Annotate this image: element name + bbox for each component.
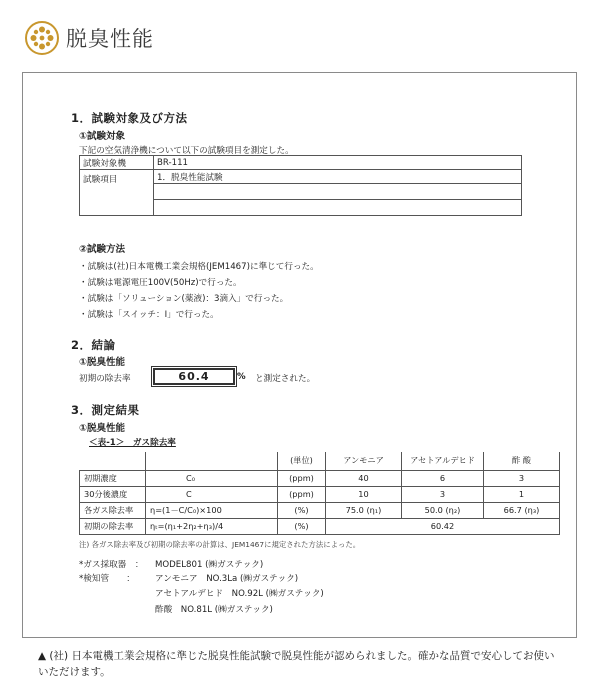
row-unit: (%)	[278, 502, 326, 518]
footer-line: ▲ (社) 日本電機工業会規格に準じた脱臭性能試験で脱臭性能が認められました。確かな品質で安心してお使い	[38, 650, 555, 662]
section-1-heading: 1．試験対象及び方法	[71, 111, 188, 125]
section-1-sub-method: ②試験方法	[79, 244, 126, 255]
t1-empty-row	[154, 200, 522, 216]
section-1-sub-target: ①試験対象	[79, 131, 126, 142]
row-value-acetaldehyde: 6	[402, 470, 484, 486]
row-label: 初期濃度	[80, 470, 146, 486]
gas-removal-table	[79, 452, 560, 535]
row-unit: (%)	[278, 518, 326, 534]
col-head-ammonia: アンモニア	[326, 452, 402, 470]
row-value-acetic-acid: 3	[484, 470, 560, 486]
row-value-ammonia: 10	[326, 486, 402, 502]
test-target-table	[79, 155, 522, 216]
section-2-sub: ①脱臭性能	[79, 357, 126, 368]
t1-label-items: 試験項目	[80, 170, 154, 216]
row-label: 各ガス除去率	[80, 502, 146, 518]
equip-value-sampler: MODEL801 (㈱ガステック)	[155, 560, 264, 570]
section-2-heading: 2．結論	[71, 338, 116, 352]
table-row	[80, 502, 560, 518]
equip-key-tube: *検知管 ：	[79, 574, 135, 584]
initial-removal-unit: %	[237, 372, 246, 382]
row-value-acetic-acid: 1	[484, 486, 560, 502]
t1-value-items: 1．脱臭性能試験	[154, 170, 522, 184]
row-value-acetaldehyde: 3	[402, 486, 484, 502]
t1-label-target: 試験対象機	[80, 156, 154, 170]
initial-removal-label: 初期の除去率	[79, 374, 131, 384]
table-row	[80, 470, 560, 486]
row-value-acetaldehyde: 50.0 (η₂)	[402, 502, 484, 518]
col-head-acetaldehyde: アセトアルデヒド	[402, 452, 484, 470]
page-title: 脱臭性能	[66, 27, 154, 51]
method-line: ・試験は電源電圧100V(50Hz)で行った。	[79, 278, 242, 288]
row-formula: C₀	[146, 470, 278, 486]
row-formula: ηₜ=(η₁+2η₂+η₃)/4	[146, 518, 278, 534]
footer-caption	[38, 648, 578, 680]
table-caption: ＜表-1＞ ガス除去率	[89, 438, 176, 448]
t1-value-target: BR-111	[154, 156, 522, 170]
row-label: 30分後濃度	[80, 486, 146, 502]
method-line: ・試験は「スイッチ：Ⅰ」で行った。	[79, 310, 219, 320]
col-head-acetic-acid: 酢 酸	[484, 452, 560, 470]
t1-empty-row	[154, 184, 522, 200]
equip-value-tube: アンモニア NO.3La (㈱ガステック)	[155, 574, 299, 584]
table-note: 注) 各ガス除去率及び初期の除去率の計算は、JEM1467に規定された方法によった。	[79, 540, 361, 549]
section-3-heading: 3．測定結果	[71, 403, 140, 417]
test-report-document	[22, 72, 577, 638]
row-label: 初期の除去率	[80, 518, 146, 534]
equip-value-tube: 酢酸 NO.81L (㈱ガステック)	[155, 605, 273, 615]
row-unit: (ppm)	[278, 486, 326, 502]
equip-value-tube: アセトアルデヒド NO.92L (㈱ガステック)	[155, 589, 324, 599]
initial-removal-suffix: と測定された。	[255, 374, 316, 384]
footer-line: いただけます。	[38, 666, 111, 678]
col-head-unit: (単位)	[278, 452, 326, 470]
row-formula: η=(1－C/C₀)×100	[146, 502, 278, 518]
section-1-intro: 下記の空気清浄機について以下の試験項目を測定した。	[79, 146, 294, 156]
method-line: ・試験は(社)日本電機工業会規格(JEM1467)に準じて行った。	[79, 262, 319, 272]
snowflake-logo-icon	[24, 20, 60, 56]
row-value-ammonia: 40	[326, 470, 402, 486]
row-formula: C	[146, 486, 278, 502]
row-value-total: 60.42	[326, 518, 560, 534]
equip-key-sampler: *ガス採取器 ：	[79, 560, 144, 570]
row-value-ammonia: 75.0 (η₁)	[326, 502, 402, 518]
initial-removal-value: 60.4	[153, 368, 235, 385]
table-row	[80, 486, 560, 502]
page-header	[24, 18, 154, 58]
row-value-acetic-acid: 66.7 (η₃)	[484, 502, 560, 518]
section-3-sub: ①脱臭性能	[79, 423, 126, 434]
table-row	[80, 518, 560, 534]
row-unit: (ppm)	[278, 470, 326, 486]
method-line: ・試験は「ソリューション(薬液)：3滴入」で行った。	[79, 294, 289, 304]
